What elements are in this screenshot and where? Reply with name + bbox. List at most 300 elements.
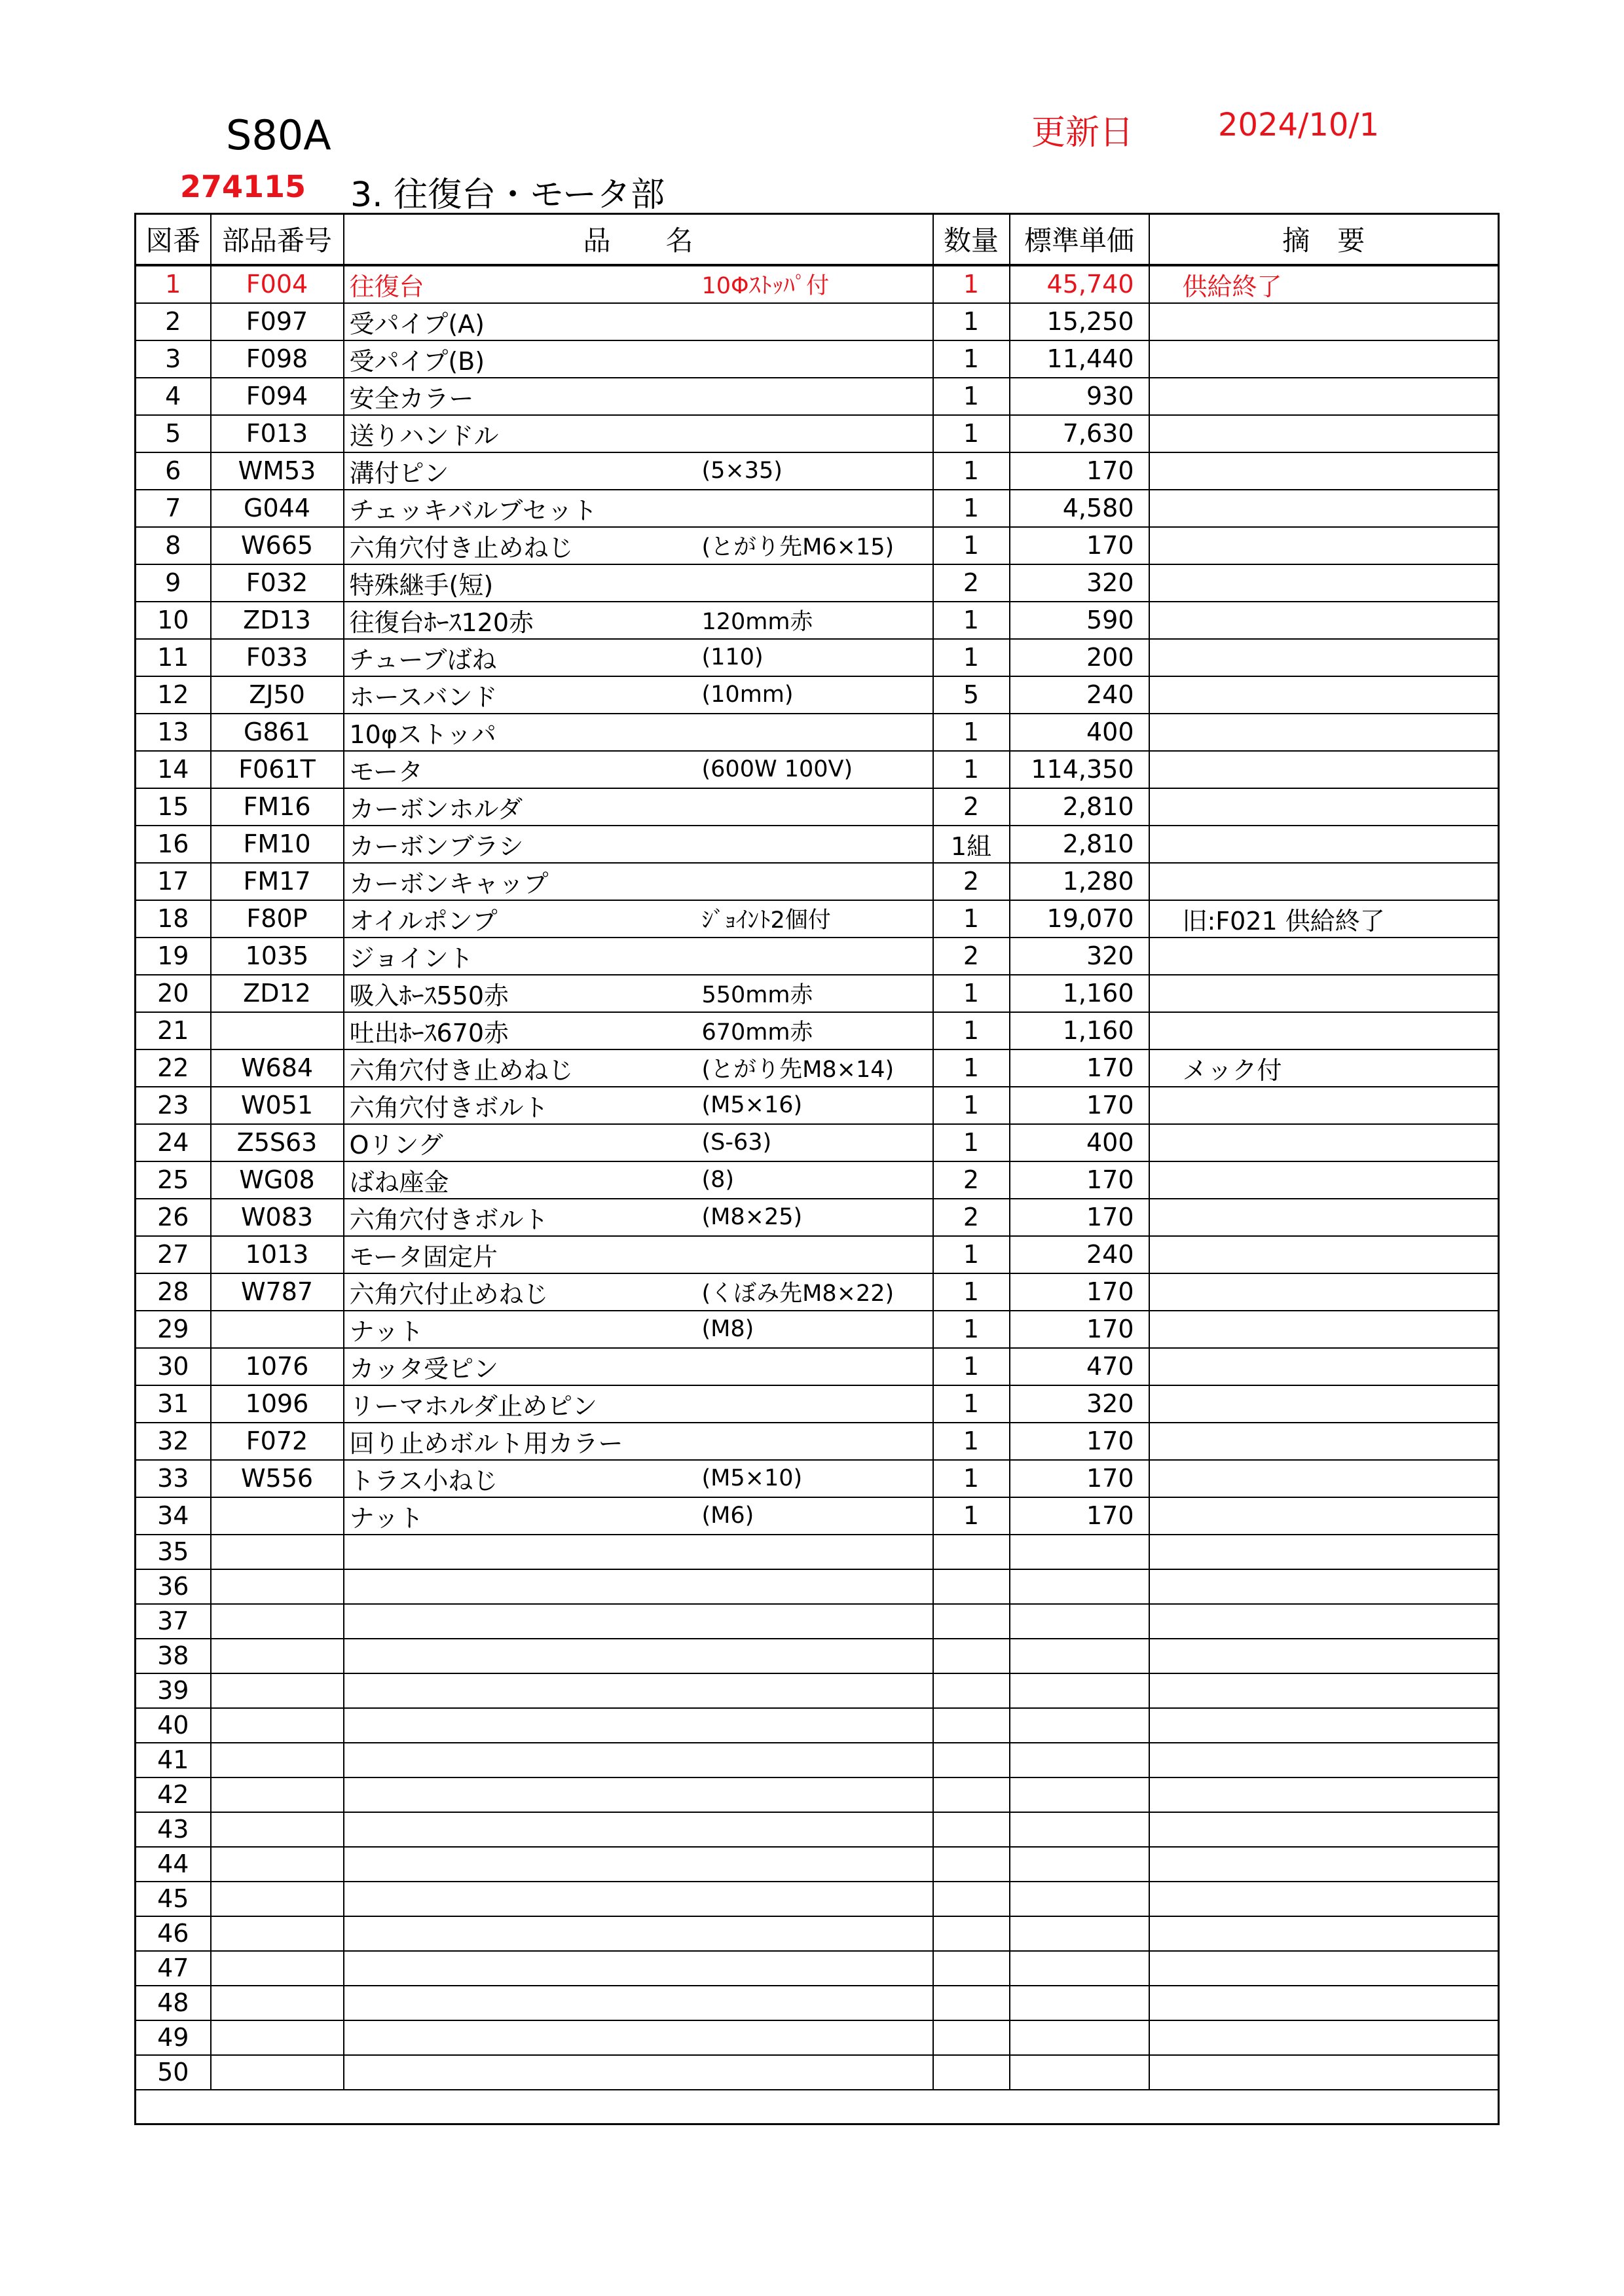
column-header-part-no: 部品番号 [211, 214, 344, 265]
part-name: 安全カラー [349, 384, 474, 413]
part-code [211, 1743, 344, 1777]
quantity [933, 1882, 1010, 1916]
part-code: F032 [211, 564, 344, 602]
part-code [211, 1497, 344, 1535]
figure-no: 15 [136, 788, 211, 826]
unit-price: 400 [1010, 1124, 1149, 1161]
figure-no: 4 [136, 378, 211, 415]
part-name: カッタ受ピン [349, 1354, 499, 1383]
quantity [933, 1777, 1010, 1812]
table-row [136, 490, 1499, 527]
table-row [136, 1199, 1499, 1236]
remarks [1149, 1460, 1499, 1497]
remarks [1149, 1423, 1499, 1460]
part-name-cell [344, 676, 933, 714]
unit-price [1010, 1673, 1149, 1708]
quantity [933, 1986, 1010, 2020]
part-spec: (S-63) [701, 1129, 772, 1156]
part-spec: (M6) [701, 1503, 754, 1529]
part-code: ZJ50 [211, 676, 344, 714]
remarks [1149, 1012, 1499, 1049]
quantity: 1 [933, 1423, 1010, 1460]
part-code: F097 [211, 303, 344, 340]
part-code [211, 1604, 344, 1639]
part-name: Oリング [349, 1130, 443, 1159]
figure-no: 47 [136, 1951, 211, 1986]
unit-price [1010, 1708, 1149, 1743]
remarks: 旧:F021 供給終了 [1149, 900, 1499, 938]
figure-no: 18 [136, 900, 211, 938]
unit-price: 320 [1010, 564, 1149, 602]
figure-no: 20 [136, 975, 211, 1012]
remarks [1149, 1951, 1499, 1986]
part-name-cell [344, 1497, 933, 1535]
part-name-cell [344, 1535, 933, 1569]
part-name: リーマホルダ止めピン [349, 1391, 597, 1421]
column-header-note: 摘 要 [1149, 214, 1499, 265]
remarks [1149, 340, 1499, 378]
table-row [136, 527, 1499, 564]
section-title: 3. 往復台・モータ部 [350, 175, 665, 215]
remarks [1149, 1087, 1499, 1124]
figure-no: 43 [136, 1812, 211, 1847]
table-row [136, 1639, 1499, 1673]
table-row [136, 639, 1499, 676]
part-name-cell [344, 303, 933, 340]
part-name: カーボンキャップ [349, 869, 549, 898]
part-spec: (M8) [701, 1316, 754, 1342]
part-name-cell [344, 1916, 933, 1951]
figure-no: 50 [136, 2055, 211, 2090]
quantity [933, 1569, 1010, 1604]
part-name-cell [344, 1348, 933, 1385]
quantity [933, 1708, 1010, 1743]
table-header-row [136, 214, 1499, 265]
remarks [1149, 1236, 1499, 1273]
unit-price: 590 [1010, 602, 1149, 639]
figure-no: 8 [136, 527, 211, 564]
part-code: W083 [211, 1199, 344, 1236]
part-name: トラス小ねじ [349, 1466, 498, 1495]
unit-price [1010, 1639, 1149, 1673]
part-name-cell [344, 1124, 933, 1161]
remarks [1149, 1882, 1499, 1916]
figure-no: 6 [136, 452, 211, 490]
part-name-cell [344, 490, 933, 527]
quantity: 1 [933, 1124, 1010, 1161]
part-code [211, 1812, 344, 1847]
remarks [1149, 1569, 1499, 1604]
remarks: メック付 [1149, 1049, 1499, 1087]
unit-price: 2,810 [1010, 826, 1149, 863]
figure-no: 28 [136, 1273, 211, 1311]
remarks [1149, 1273, 1499, 1311]
part-name: ばね座金 [349, 1167, 449, 1197]
part-name: 六角穴付止めねじ [349, 1279, 549, 1309]
unit-price [1010, 2020, 1149, 2055]
part-name: 受パイプ(A) [349, 309, 485, 338]
part-name: 六角穴付きボルト [349, 1205, 549, 1234]
figure-no: 14 [136, 751, 211, 788]
unit-price: 170 [1010, 1311, 1149, 1348]
remarks [1149, 527, 1499, 564]
unit-price: 170 [1010, 1161, 1149, 1199]
figure-no: 1 [136, 265, 211, 303]
part-code: W051 [211, 1087, 344, 1124]
part-name-cell [344, 1708, 933, 1743]
table-row [136, 1460, 1499, 1497]
figure-no: 7 [136, 490, 211, 527]
unit-price: 240 [1010, 676, 1149, 714]
table-row [136, 415, 1499, 452]
quantity: 1 [933, 1311, 1010, 1348]
part-name-cell [344, 415, 933, 452]
part-code: F094 [211, 378, 344, 415]
remarks: 供給終了 [1149, 265, 1499, 303]
part-code: F098 [211, 340, 344, 378]
quantity [933, 1639, 1010, 1673]
part-name: 六角穴付き止めねじ [349, 1055, 574, 1085]
remarks [1149, 1161, 1499, 1199]
figure-no: 25 [136, 1161, 211, 1199]
figure-no: 49 [136, 2020, 211, 2055]
unit-price [1010, 1743, 1149, 1777]
quantity: 1 [933, 1497, 1010, 1535]
part-code [211, 1012, 344, 1049]
quantity: 1 [933, 1273, 1010, 1311]
quantity: 2 [933, 938, 1010, 975]
unit-price: 45,740 [1010, 265, 1149, 303]
figure-no: 41 [136, 1743, 211, 1777]
part-name: 吸入ﾎｰｽ550赤 [349, 981, 509, 1010]
quantity: 1 [933, 527, 1010, 564]
part-code: G861 [211, 714, 344, 751]
part-code: Z5S63 [211, 1124, 344, 1161]
unit-price [1010, 1604, 1149, 1639]
part-spec: 10Φｽﾄｯﾊﾟ付 [701, 273, 830, 299]
quantity: 1 [933, 975, 1010, 1012]
part-name-cell [344, 788, 933, 826]
remarks [1149, 452, 1499, 490]
table-row [136, 1311, 1499, 1348]
part-spec: (5×35) [701, 458, 783, 484]
update-label: 更新日 [1031, 113, 1134, 153]
part-name: 六角穴付きボルト [349, 1093, 549, 1122]
quantity: 1 [933, 1236, 1010, 1273]
table-row [136, 826, 1499, 863]
quantity: 1 [933, 452, 1010, 490]
quantity: 1組 [933, 826, 1010, 863]
part-code: ZD13 [211, 602, 344, 639]
table-row [136, 1951, 1499, 1986]
quantity: 5 [933, 676, 1010, 714]
table-row [136, 1385, 1499, 1423]
unit-price: 11,440 [1010, 340, 1149, 378]
part-code: W787 [211, 1273, 344, 1311]
table-row [136, 1087, 1499, 1124]
table-row [136, 378, 1499, 415]
quantity: 1 [933, 340, 1010, 378]
quantity [933, 1812, 1010, 1847]
figure-no: 42 [136, 1777, 211, 1812]
table-row [136, 863, 1499, 900]
product-code: 274115 [180, 169, 306, 204]
quantity: 1 [933, 265, 1010, 303]
part-code [211, 1951, 344, 1986]
part-name-cell [344, 714, 933, 751]
part-name-cell [344, 564, 933, 602]
remarks [1149, 1812, 1499, 1847]
part-code: F013 [211, 415, 344, 452]
part-name: 六角穴付き止めねじ [349, 533, 574, 562]
part-name: 溝付ピン [349, 458, 449, 488]
unit-price [1010, 1986, 1149, 2020]
unit-price [1010, 1569, 1149, 1604]
figure-no: 26 [136, 1199, 211, 1236]
figure-no: 12 [136, 676, 211, 714]
part-name: チューブばね [349, 645, 497, 674]
remarks [1149, 378, 1499, 415]
figure-no: 9 [136, 564, 211, 602]
unit-price: 4,580 [1010, 490, 1149, 527]
table-row [136, 1604, 1499, 1639]
figure-no: 46 [136, 1916, 211, 1951]
remarks [1149, 490, 1499, 527]
part-spec: (くぼみ先M8×22) [701, 1281, 895, 1307]
table-row [136, 2020, 1499, 2055]
model-name: S80A [226, 111, 331, 159]
part-code: F033 [211, 639, 344, 676]
part-code [211, 1708, 344, 1743]
part-name: 受パイプ(B) [349, 346, 485, 376]
quantity: 1 [933, 602, 1010, 639]
part-name-cell [344, 1604, 933, 1639]
part-code: 1076 [211, 1348, 344, 1385]
unit-price [1010, 2055, 1149, 2090]
remarks [1149, 2055, 1499, 2090]
part-name-cell [344, 1423, 933, 1460]
unit-price: 114,350 [1010, 751, 1149, 788]
table-row [136, 1423, 1499, 1460]
quantity: 2 [933, 788, 1010, 826]
part-name: ホースバンド [349, 682, 498, 712]
table-row [136, 1847, 1499, 1882]
part-code [211, 1639, 344, 1673]
remarks [1149, 1673, 1499, 1708]
table-row [136, 1916, 1499, 1951]
remarks [1149, 2020, 1499, 2055]
part-code: 1013 [211, 1236, 344, 1273]
part-spec: (とがり先M6×15) [701, 534, 895, 560]
figure-no: 23 [136, 1087, 211, 1124]
figure-no: 3 [136, 340, 211, 378]
part-name-cell [344, 863, 933, 900]
figure-no: 39 [136, 1673, 211, 1708]
quantity [933, 2020, 1010, 2055]
figure-no: 32 [136, 1423, 211, 1460]
part-name: 吐出ﾎｰｽ670赤 [349, 1018, 509, 1048]
part-code [211, 1673, 344, 1708]
remarks [1149, 1199, 1499, 1236]
table-row [136, 1497, 1499, 1535]
part-name-cell [344, 1812, 933, 1847]
table-row [136, 1273, 1499, 1311]
figure-no: 36 [136, 1569, 211, 1604]
part-spec: 120mm赤 [701, 609, 813, 635]
remarks [1149, 1777, 1499, 1812]
remarks [1149, 303, 1499, 340]
part-code [211, 1847, 344, 1882]
part-name-cell [344, 1161, 933, 1199]
part-name-cell [344, 1273, 933, 1311]
footer-cell [136, 2090, 1499, 2124]
part-name: 往復台ﾎｰｽ120赤 [349, 608, 534, 637]
quantity [933, 1673, 1010, 1708]
remarks [1149, 415, 1499, 452]
figure-no: 17 [136, 863, 211, 900]
unit-price: 170 [1010, 452, 1149, 490]
unit-price: 930 [1010, 378, 1149, 415]
part-name: チェッキバルブセット [349, 496, 597, 525]
quantity: 2 [933, 564, 1010, 602]
table-row [136, 714, 1499, 751]
part-name: 回り止めボルト用カラー [349, 1429, 623, 1458]
remarks [1149, 1604, 1499, 1639]
table-row [136, 1812, 1499, 1847]
column-header-qty: 数量 [933, 214, 1010, 265]
part-code [211, 1311, 344, 1348]
unit-price: 170 [1010, 1497, 1149, 1535]
quantity: 1 [933, 1385, 1010, 1423]
part-name: 10φストッパ [349, 720, 496, 749]
unit-price: 170 [1010, 1049, 1149, 1087]
remarks [1149, 1535, 1499, 1569]
figure-no: 10 [136, 602, 211, 639]
part-name: モータ固定片 [349, 1242, 498, 1271]
part-spec: (M8×25) [701, 1204, 803, 1230]
figure-no: 44 [136, 1847, 211, 1882]
table-row [136, 1743, 1499, 1777]
part-name-cell [344, 1012, 933, 1049]
figure-no: 11 [136, 639, 211, 676]
quantity: 1 [933, 1049, 1010, 1087]
part-name: カーボンブラシ [349, 831, 524, 861]
table-row [136, 602, 1499, 639]
column-header-name: 品 名 [344, 214, 933, 265]
part-name: 往復台 [349, 272, 424, 301]
part-code: 1035 [211, 938, 344, 975]
remarks [1149, 863, 1499, 900]
unit-price: 1,160 [1010, 975, 1149, 1012]
part-name: 特殊継手(短) [349, 570, 494, 600]
part-spec: (600W 100V) [701, 756, 853, 782]
part-name-cell [344, 1639, 933, 1673]
remarks [1149, 714, 1499, 751]
table-row [136, 1348, 1499, 1385]
remarks [1149, 1311, 1499, 1348]
part-name-cell [344, 2055, 933, 2090]
table-row [136, 676, 1499, 714]
remarks [1149, 1639, 1499, 1673]
part-name-cell [344, 265, 933, 303]
figure-no: 48 [136, 1986, 211, 2020]
table-row [136, 975, 1499, 1012]
unit-price: 2,810 [1010, 788, 1149, 826]
quantity: 1 [933, 303, 1010, 340]
part-name: ナット [349, 1503, 424, 1533]
remarks [1149, 1986, 1499, 2020]
figure-no: 16 [136, 826, 211, 863]
part-name-cell [344, 975, 933, 1012]
part-code: F80P [211, 900, 344, 938]
part-code [211, 1569, 344, 1604]
remarks [1149, 639, 1499, 676]
part-spec: 670mm赤 [701, 1019, 813, 1046]
unit-price [1010, 1847, 1149, 1882]
part-name-cell [344, 751, 933, 788]
table-row [136, 1569, 1499, 1604]
figure-no: 5 [136, 415, 211, 452]
figure-no: 38 [136, 1639, 211, 1673]
part-spec: (110) [701, 644, 764, 670]
unit-price [1010, 1882, 1149, 1916]
part-code: F004 [211, 265, 344, 303]
part-name: モータ [349, 757, 423, 786]
part-name-cell [344, 826, 933, 863]
quantity: 1 [933, 900, 1010, 938]
table-row [136, 751, 1499, 788]
quantity: 1 [933, 1087, 1010, 1124]
part-spec: (8) [701, 1167, 735, 1193]
quantity: 2 [933, 863, 1010, 900]
part-code: W556 [211, 1460, 344, 1497]
remarks [1149, 1497, 1499, 1535]
figure-no: 21 [136, 1012, 211, 1049]
quantity: 1 [933, 378, 1010, 415]
unit-price [1010, 1777, 1149, 1812]
part-spec: (10mm) [701, 682, 794, 708]
quantity: 2 [933, 1161, 1010, 1199]
unit-price [1010, 1916, 1149, 1951]
part-code: F061T [211, 751, 344, 788]
part-code: F072 [211, 1423, 344, 1460]
part-spec: (とがり先M8×14) [701, 1057, 895, 1083]
remarks [1149, 938, 1499, 975]
unit-price: 170 [1010, 1199, 1149, 1236]
figure-no: 24 [136, 1124, 211, 1161]
quantity: 1 [933, 490, 1010, 527]
unit-price: 170 [1010, 527, 1149, 564]
table-row [136, 564, 1499, 602]
table-row [136, 1882, 1499, 1916]
unit-price: 1,280 [1010, 863, 1149, 900]
figure-no: 37 [136, 1604, 211, 1639]
part-name: 送りハンドル [349, 421, 499, 450]
quantity: 1 [933, 714, 1010, 751]
quantity: 1 [933, 751, 1010, 788]
part-code: ZD12 [211, 975, 344, 1012]
unit-price: 7,630 [1010, 415, 1149, 452]
table-row [136, 1777, 1499, 1812]
part-name-cell [344, 938, 933, 975]
part-name-cell [344, 1460, 933, 1497]
remarks [1149, 564, 1499, 602]
part-code [211, 1777, 344, 1812]
remarks [1149, 602, 1499, 639]
part-code: 1096 [211, 1385, 344, 1423]
unit-price: 15,250 [1010, 303, 1149, 340]
table-row [136, 265, 1499, 303]
